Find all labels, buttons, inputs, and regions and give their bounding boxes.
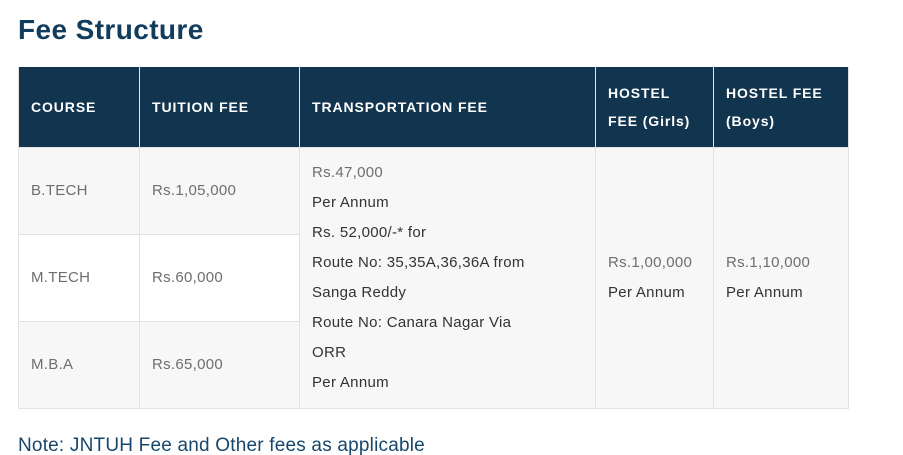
hostel-fee-boys-amount: Rs.1,10,000 xyxy=(726,253,811,271)
hostel-fee-girls-period: Per Annum xyxy=(608,283,685,301)
fee-structure-table xyxy=(18,67,849,409)
header-tuition-fee: TUITION FEE xyxy=(140,67,300,147)
header-course: COURSE xyxy=(19,67,140,147)
header-transportation-fee: TRANSPORTATION FEE xyxy=(300,67,596,147)
course-cell: M.TECH xyxy=(19,234,140,321)
header-hostel-fee-boys: HOSTEL FEE (Boys) xyxy=(714,67,849,147)
page-title: Fee Structure xyxy=(18,14,204,45)
transportation-fee-line: Route No: Canara Nagar Via xyxy=(312,313,512,331)
table-row-btech xyxy=(19,147,849,234)
note-text: Note: JNTUH Fee and Other fees as applicable xyxy=(18,434,425,455)
transportation-fee-line: Rs.47,000 xyxy=(312,163,384,181)
transportation-fee-line: Sanga Reddy xyxy=(312,283,407,301)
tuition-fee-cell: Rs.60,000 xyxy=(140,234,300,321)
table-header-row xyxy=(19,67,849,147)
course-cell: B.TECH xyxy=(19,147,140,234)
course-cell: M.B.A xyxy=(19,321,140,408)
transportation-fee-line: Route No: 35,35A,36,36A from xyxy=(312,253,525,271)
transportation-fee-line: Rs. 52,000/-* for xyxy=(312,223,427,241)
tuition-fee-cell: Rs.1,05,000 xyxy=(140,147,300,234)
hostel-fee-boys-period: Per Annum xyxy=(726,283,803,301)
hostel-fee-boys-cell xyxy=(714,147,849,408)
transportation-fee-line: Per Annum xyxy=(312,373,389,391)
hostel-fee-girls-amount: Rs.1,00,000 xyxy=(608,253,693,271)
hostel-fee-girls-cell xyxy=(596,147,714,408)
header-hostel-fee-girls: HOSTEL FEE (Girls) xyxy=(596,67,714,147)
transportation-fee-line: Per Annum xyxy=(312,193,389,211)
transportation-fee-cell xyxy=(300,147,596,408)
transportation-fee-line: ORR xyxy=(312,343,347,361)
tuition-fee-cell: Rs.65,000 xyxy=(140,321,300,408)
